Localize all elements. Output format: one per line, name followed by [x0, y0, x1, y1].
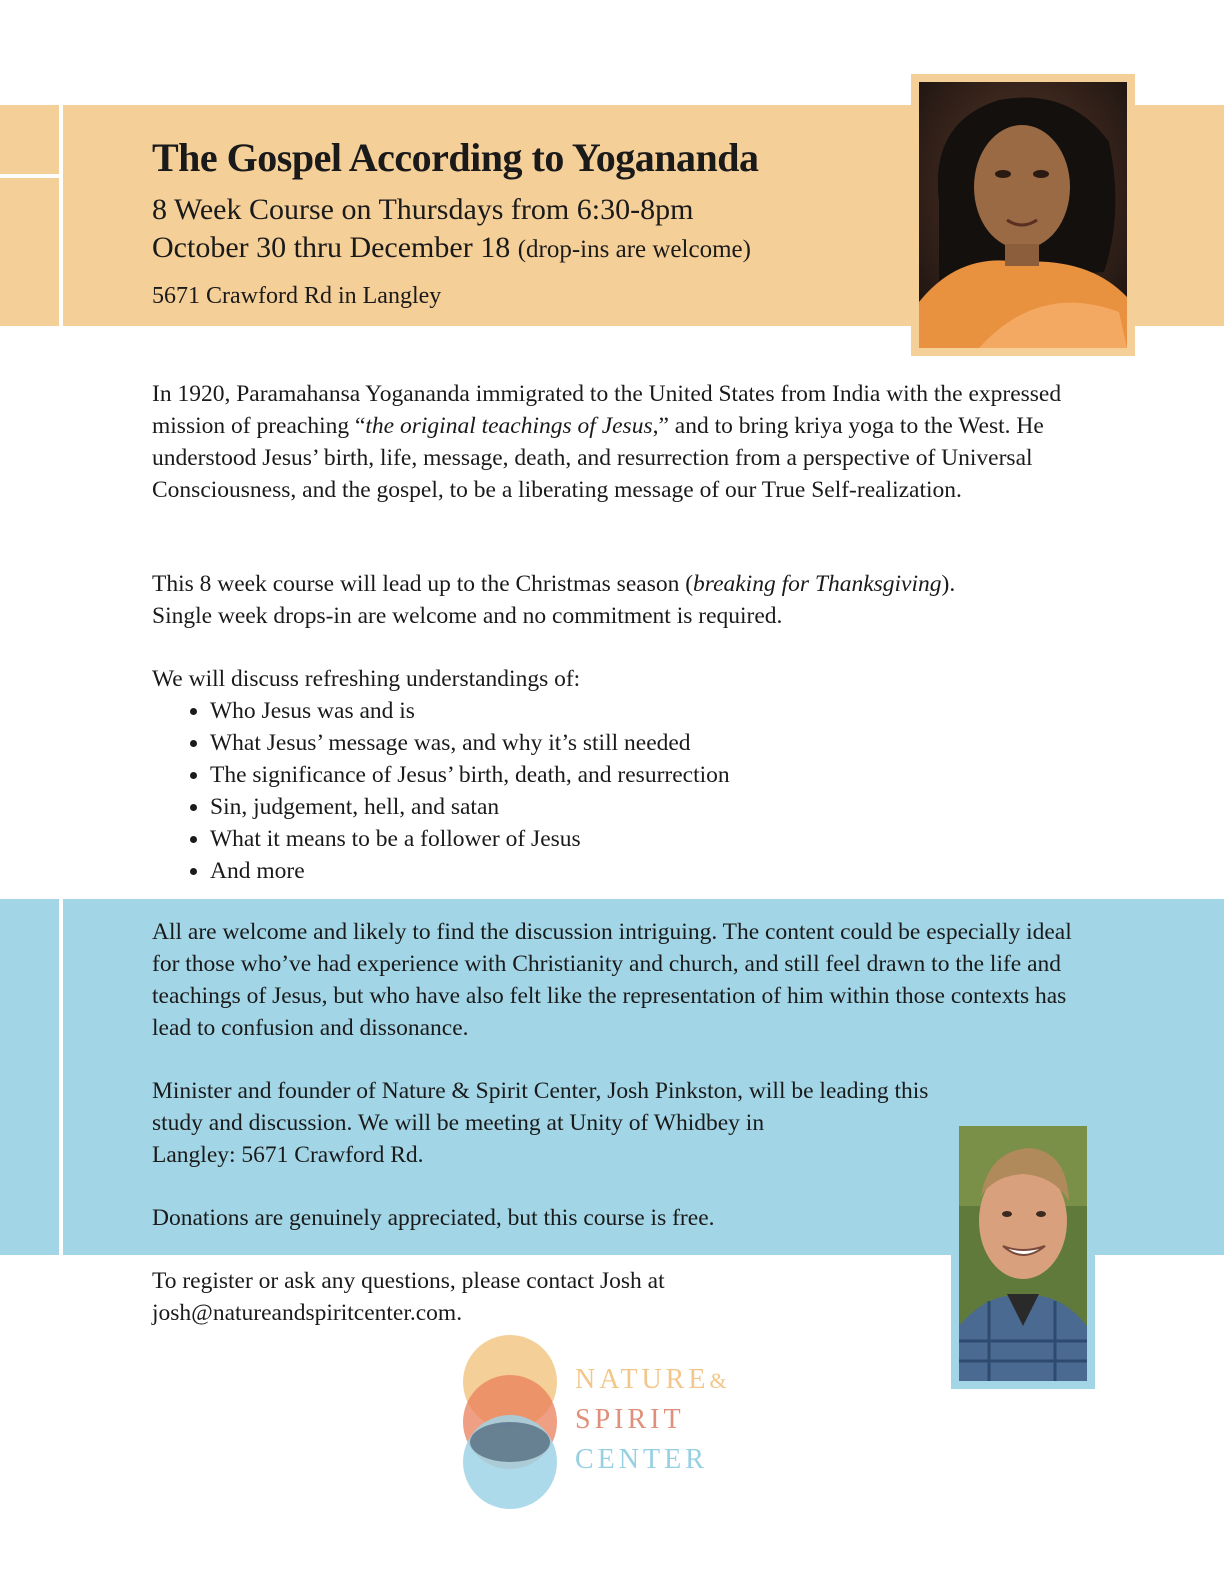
donations-paragraph: Donations are genuinely appreciated, but this course is free.: [152, 1205, 715, 1231]
logo-word-center: CENTER: [575, 1444, 708, 1475]
yogananda-portrait-frame: [911, 74, 1135, 356]
topics-lead: We will discuss refreshing understandings of:: [152, 666, 581, 692]
logo-word-nature: [575, 1364, 727, 1396]
course-italic: breaking for Thanksgiving: [693, 571, 942, 597]
topics-section: [152, 663, 1072, 887]
page-title: The Gospel According to Yogananda: [152, 135, 759, 180]
welcome-paragraph: All are welcome and likely to find the discussion intriguing. The content could be especially ideal for those who’ve had experience with Christianity and church, and still feel drawn to the life and teachings of Jesus, but who have also felt like the representation of him within those contexts has lead to confusion and dissonance.: [152, 919, 1072, 1041]
minister-line-1: Minister and founder of Nature & Spirit Center, Josh Pinkston, will be leading this: [152, 1078, 929, 1104]
list-item: • What it means to be a follower of Jesus: [210, 823, 1072, 855]
info-band-divider: [59, 899, 63, 1255]
list-item: • What Jesus’ message was, and why it’s still needed: [210, 727, 1072, 759]
josh-portrait: [959, 1126, 1087, 1381]
contact-paragraph: [152, 1265, 1072, 1329]
dates-text: October 30 thru December 18: [152, 231, 511, 264]
list-item: • Who Jesus was and is: [210, 695, 1072, 727]
location-line: 5671 Crawford Rd in Langley: [152, 283, 442, 309]
header-band-divider: [59, 105, 63, 326]
dates-line: [152, 231, 751, 265]
list-item: • The significance of Jesus’ birth, death, and resurrection: [210, 759, 1072, 791]
list-item: • And more: [210, 855, 1072, 887]
list-item: • Sin, judgement, hell, and satan: [210, 791, 1072, 823]
logo-word-spirit: SPIRIT: [575, 1404, 685, 1435]
header-band-rule: [0, 174, 59, 178]
minister-paragraph: [152, 1075, 1072, 1171]
minister-line-3: Langley: 5671 Crawford Rd.: [152, 1142, 424, 1168]
logo-ampersand: &: [709, 1368, 727, 1393]
josh-portrait-frame: [951, 1118, 1095, 1389]
course-text-start: This 8 week course will lead up to the Christmas season (: [152, 571, 694, 597]
yogananda-portrait: [919, 82, 1127, 348]
dropins-note: (drop-ins are welcome): [517, 236, 751, 263]
intro-text-start: In 1920, Paramahansa Yogananda immigrated to the United States from India with the expressed mission of preaching “: [152, 381, 1062, 439]
intro-text-end: ,” and to bring kriya yoga to the West. He understood Jesus’ birth, life, message, death, and resurrection from a perspective of Universal Consciousness, and the gospel, to be a liberating message of our True Self-realization.: [152, 413, 1044, 503]
schedule-line: 8 Week Course on Thursdays from 6:30-8pm: [152, 193, 694, 226]
minister-line-2: study and discussion. We will be meeting at Unity of Whidbey in: [152, 1110, 765, 1136]
contact-line-1: To register or ask any questions, please contact Josh at: [152, 1268, 665, 1294]
topics-list: [152, 695, 1072, 887]
course-paragraph: [152, 568, 1072, 632]
course-line-2: Single week drops-in are welcome and no commitment is required.: [152, 603, 783, 629]
intro-paragraph: [152, 378, 1072, 506]
contact-email[interactable]: josh@natureandspiritcenter.com.: [152, 1300, 463, 1326]
logo-nature-text: NATURE: [575, 1364, 710, 1395]
intro-quote: the original teachings of Jesus: [365, 413, 653, 439]
course-text-end: ).: [941, 571, 956, 597]
